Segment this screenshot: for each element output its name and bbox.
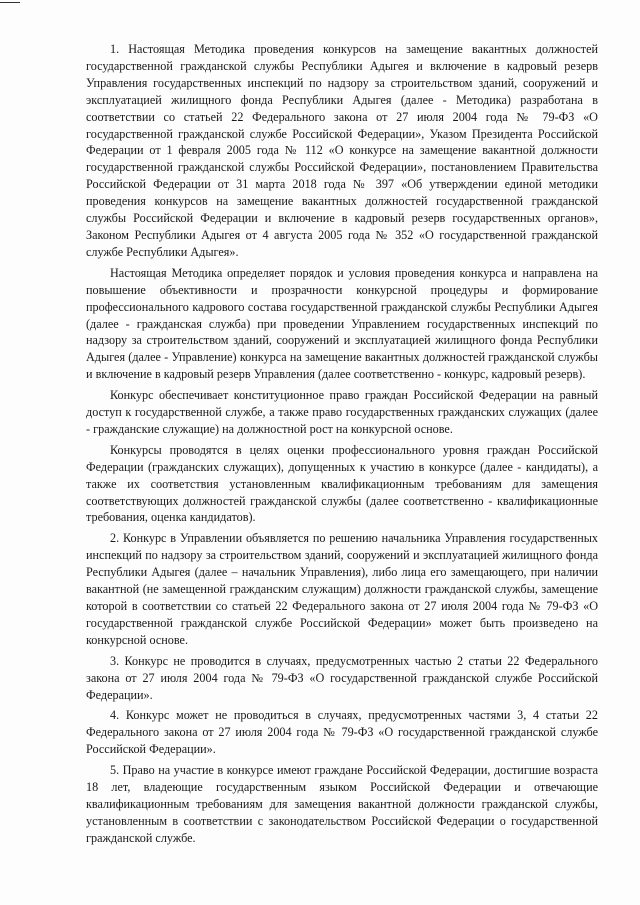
paragraph-2: Настоящая Методика определяет порядок и условия проведения конкурса и направлена на повышение объективности и прозрачности конкурсной процедуры и формирование профессионального кадрового состава государственной гражданской службы Республики Адыгея (далее - гражданская служба) при проведении Управлением государственных инспекций по надзору за строительством зданий, сооружений и эксплуатацией жилищного фонда Республики Адыгея (далее - Управление) конкурса на замещение вакантных должностей гражданской службы и включение в кадровый резерв Управления (далее соответственно - конкурс, кадровый резерв).: [86, 265, 598, 382]
paragraph-4: Конкурсы проводятся в целях оценки профессионального уровня граждан Российской Федерации (гражданских служащих), допущенных к участию в конкурсе (далее - кандидаты), а также их соответствия установленным квалификационным требованиям для замещения соответствующих должностей гражданской службы (далее соответственно - квалификационные требования, оценка кандидатов).: [86, 442, 598, 525]
scan-edge-mark: [0, 2, 20, 3]
paragraph-1: 1. Настоящая Методика проведения конкурсов на замещение вакантных должностей государственной гражданской службы Республики Адыгея и включение в кадровый резерв Управления государственных инспекций по надзору за строительством зданий, сооружений и эксплуатацией жилищного фонда Республики Адыгея (далее - Методика) разработана в соответствии со статьей 22 Федерального закона от 27 июля 2004 года № 79-ФЗ «О государственной гражданской службе Российской Федерации», Указом Президента Российской Федерации от 1 февраля 2005 года № 112 «О конкурсе на замещение вакантной должности государственной гражданской службы Российской Федерации», постановлением Правительства Российской Федерации от 31 марта 2018 года № 397 «Об утверждении единой методики проведения конкурсов на замещение вакантных должностей государственной гражданской службы Российской Федерации и включение в кадровый резерв государственных органов», Законом Республики Адыгея от 4 августа 2005 года № 352 «О государственной гражданской службе Республики Адыгея».: [86, 42, 598, 259]
paragraph-3: Конкурс обеспечивает конституционное право граждан Российской Федерации на равный доступ к государственной службе, а также право государственных гражданских служащих (далее - гражданские служащие) на должностной рост на конкурсной основе.: [86, 388, 598, 436]
paragraph-8: 5. Право на участие в конкурсе имеют граждане Российской Федерации, достигшие возраста 18 лет, владеющие государственным языком Российской Федерации и отвечающие квалификационным требованиям для замещения вакантной должности гражданской службы, установленным в соответствии с законодательством Российской Федерации о государственной гражданской службе.: [86, 763, 598, 845]
paragraph-5: 2. Конкурс в Управлении объявляется по решению начальника Управления государственных инспекций по надзору за строительством зданий, сооружений и эксплуатацией жилищного фонда Республики Адыгея (далее – начальник Управления), либо лица его замещающего, при наличии вакантной (не замещенной гражданским служащим) должности гражданской службы, замещение которой в соответствии со статьей 22 Федерального закона от 27 июля 2004 года № 79-ФЗ «О государственной гражданской службе Российской Федерации» может быть произведено на конкурсной основе.: [86, 531, 598, 647]
document-body: [86, 41, 598, 851]
paragraph-6: 3. Конкурс не проводится в случаях, предусмотренных частью 2 статьи 22 Федерального закона от 27 июля 2004 года № 79-ФЗ «О государственной гражданской службе Российской Федерации».: [86, 653, 598, 702]
paragraph-7: 4. Конкурс может не проводиться в случаях, предусмотренных частями 3, 4 статьи 22 Федерального закона от 27 июля 2004 года № 79-ФЗ «О государственной гражданской службе Российской Федерации».: [86, 708, 598, 757]
